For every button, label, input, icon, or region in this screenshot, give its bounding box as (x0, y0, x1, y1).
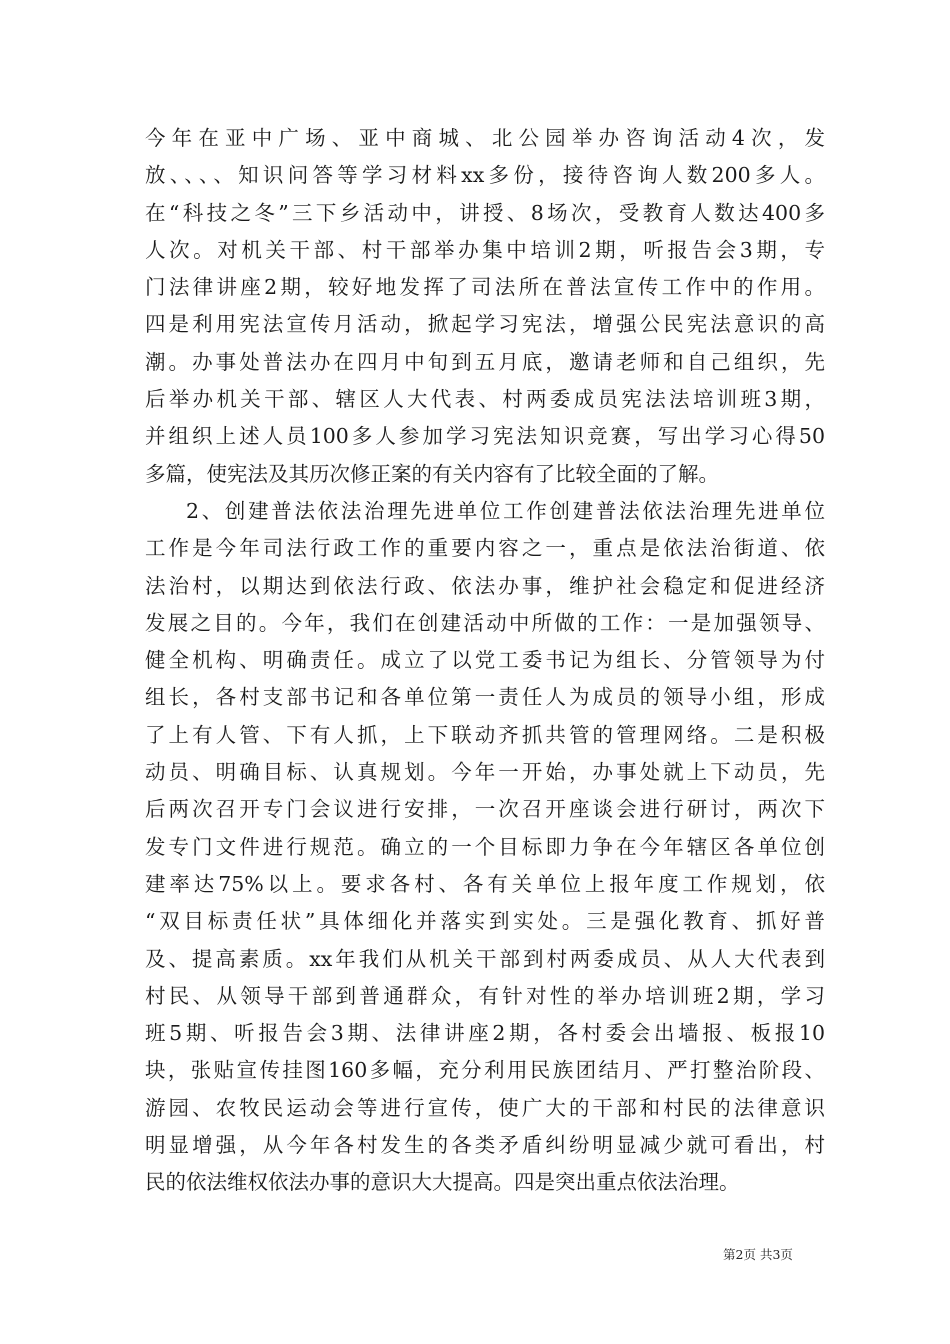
text-line: 潮。办事处普法办在四月中旬到五月底，邀请老师和自己组织，先 (145, 349, 825, 374)
text-line: 人次。对机关干部、村干部举办集中培训2期，听报告会3期，专 (145, 237, 825, 262)
text-line: “双目标责任状”具体细化并落实到实处。三是强化教育、抓好普 (145, 909, 825, 934)
text-line: 明显增强，从今年各村发生的各类矛盾纠纷明显减少就可看出，村 (145, 1133, 825, 1158)
text-line: 四是利用宪法宣传月活动，掀起学习宪法，增强公民宪法意识的高 (145, 312, 825, 337)
text-line: 2、创建普法依法治理先进单位工作创建普法依法治理先进单位 (186, 498, 825, 523)
text-line: 后举办机关干部、辖区人大代表、村两委成员宪法法培训班3期， (145, 387, 825, 412)
text-line: 建率达75%以上。要求各村、各有关单位上报年度工作规划，依 (145, 871, 825, 896)
page-footer (0, 1245, 950, 1263)
page-number: 第2页 共3页 (723, 1247, 793, 1262)
text-line: 块，张贴宣传挂图160多幅，充分利用民族团结月、严打整治阶段、 (145, 1058, 825, 1083)
text-line: 了上有人管、下有人抓，上下联动齐抓共管的管理网络。二是积极 (145, 722, 825, 747)
text-line: 并组织上述人员100多人参加学习宪法知识竞赛，写出学习心得50 (145, 424, 825, 449)
body-text (145, 120, 825, 1202)
text-line: 发专门文件进行规范。确立的一个目标即力争在今年辖区各单位创 (145, 834, 825, 859)
text-line: 在“科技之冬”三下乡活动中，讲授、8场次，受教育人数达400多 (145, 200, 825, 225)
text-line: 多篇，使宪法及其历次修正案的有关内容有了比较全面的了解。 (145, 461, 719, 486)
text-line: 发展之目的。今年，我们在创建活动中所做的工作：一是加强领导、 (145, 610, 825, 635)
text-line: 门法律讲座2期，较好地发挥了司法所在普法宣传工作中的作用。 (145, 275, 825, 300)
text-line: 动员、明确目标、认真规划。今年一开始，办事处就上下动员，先 (145, 760, 825, 785)
text-line: 班5期、听报告会3期、法律讲座2期，各村委会出墙报、板报10 (145, 1021, 825, 1046)
text-line: 法治村，以期达到依法行政、依法办事，维护社会稳定和促进经济 (145, 573, 825, 598)
text-line: 健全机构、明确责任。成立了以党工委书记为组长、分管领导为付 (145, 648, 825, 673)
text-line: 民的依法维权依法办事的意识大大提高。四是突出重点依法治理。 (145, 1170, 740, 1195)
text-line: 工作是今年司法行政工作的重要内容之一，重点是依法治街道、依 (145, 536, 825, 561)
text-line: 及、提高素质。xx年我们从机关干部到村两委成员、从人大代表到 (145, 946, 825, 971)
text-line: 组长，各村支部书记和各单位第一责任人为成员的领导小组，形成 (145, 685, 825, 710)
text-line: 后两次召开专门会议进行安排，一次召开座谈会进行研讨，两次下 (145, 797, 825, 822)
text-line: 放、、、、知识问答等学习材料xx多份，接待咨询人数200多人。 (145, 163, 825, 188)
text-line: 游园、农牧民运动会等进行宣传，使广大的干部和村民的法律意识 (145, 1095, 825, 1120)
text-line: 今年在亚中广场、亚中商城、北公园举办咨询活动4次，发 (145, 126, 825, 150)
text-line: 村民、从领导干部到普通群众，有针对性的举办培训班2期，学习 (145, 983, 825, 1008)
